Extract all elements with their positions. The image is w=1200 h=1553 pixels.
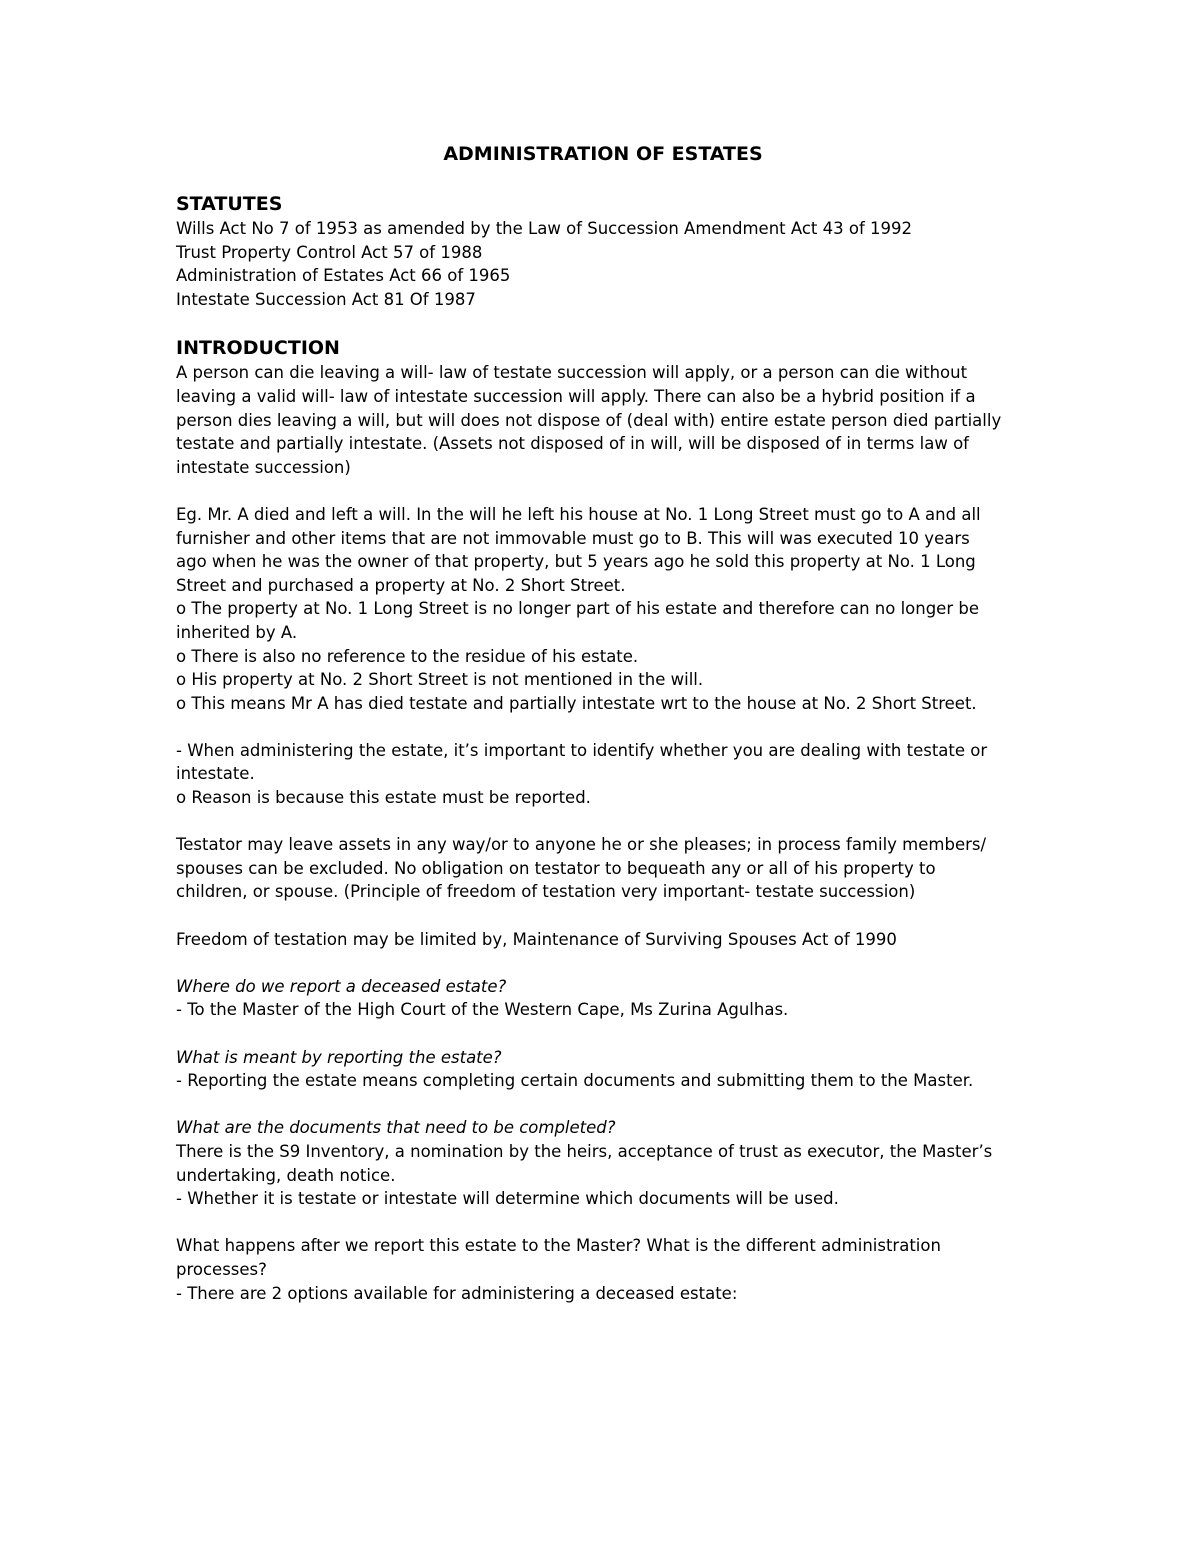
text-line: Eg. Mr. A died and left a will. In the will he left his house at No. 1 Long Street must go to A and all [176, 504, 981, 524]
text-line: Street and purchased a property at No. 2 Short Street. [176, 575, 626, 595]
text-line: furnisher and other items that are not immovable must go to B. This will was executed 10 years [176, 528, 970, 548]
introduction-heading: INTRODUCTION [176, 337, 340, 360]
question-line: Where do we report a deceased estate? [176, 976, 507, 996]
bullet-line: o Reason is because this estate must be reported. [176, 788, 591, 808]
text-line: ago when he was the owner of that property, but 5 years ago he sold this property at No. 1 Long [176, 552, 976, 572]
text-line: Testator may leave assets in any way/or to anyone he or she pleases; in process family members/ [176, 835, 987, 855]
answer-line: - Whether it is testate or intestate will determine which documents will be used. [176, 1189, 839, 1209]
statutes-list [176, 217, 1036, 311]
freedom-paragraph [176, 928, 1036, 952]
bullet-line: inherited by A. [176, 622, 298, 642]
answer-line: undertaking, death notice. [176, 1165, 396, 1185]
text-line: intestate succession) [176, 457, 351, 477]
bullet-line: o This means Mr A has died testate and partially intestate wrt to the house at No. 2 Short Street. [176, 693, 977, 713]
text-line: children, or spouse. (Principle of freedom of testation very important- testate succession) [176, 882, 916, 902]
text-line: spouses can be excluded. No obligation on testator to bequeath any or all of his property to [176, 858, 936, 878]
question-block [176, 1234, 1036, 1305]
document-body [176, 138, 1036, 1305]
statutes-heading: STATUTES [176, 193, 283, 215]
answer-line: There is the S9 Inventory, a nomination by the heirs, acceptance of trust as executor, the Master’s [176, 1141, 993, 1161]
statute-line: Administration of Estates Act 66 of 1965 [176, 266, 511, 286]
text-line: intestate. [176, 764, 255, 784]
text-line: person dies leaving a will, but will does not dispose of (deal with) entire estate person died partially [176, 410, 1002, 430]
question-line: What are the documents that need to be completed? [176, 1118, 616, 1138]
text-line: What happens after we report this estate to the Master? What is the different administration [176, 1236, 941, 1256]
text-line: Freedom of testation may be limited by, Maintenance of Surviving Spouses Act of 1990 [176, 929, 897, 949]
bullet-line: o His property at No. 2 Short Street is not mentioned in the will. [176, 670, 704, 690]
text-line: processes? [176, 1259, 267, 1279]
administering-paragraph [176, 739, 1036, 810]
text-line: - When administering the estate, it’s important to identify whether you are dealing with testate or [176, 740, 988, 760]
answer-line: - Reporting the estate means completing certain documents and submitting them to the Master. [176, 1071, 974, 1091]
testator-paragraph [176, 833, 1036, 904]
statute-line: Intestate Succession Act 81 Of 1987 [176, 289, 476, 309]
question-line: What is meant by reporting the estate? [176, 1047, 502, 1067]
introduction-paragraph [176, 361, 1036, 479]
text-line: testate and partially intestate. (Assets not disposed of in will, will be disposed of in terms law of [176, 434, 969, 454]
bullet-line: o There is also no reference to the residue of his estate. [176, 646, 639, 666]
statute-line: Trust Property Control Act 57 of 1988 [176, 242, 483, 262]
statute-line: Wills Act No 7 of 1953 as amended by the Law of Succession Amendment Act 43 of 1992 [176, 219, 913, 238]
answer-line: - To the Master of the High Court of the Western Cape, Ms Zurina Agulhas. [176, 1000, 789, 1020]
text-line: - There are 2 options available for administering a deceased estate: [176, 1283, 738, 1303]
question-block [176, 1046, 1036, 1093]
document-title: ADMINISTRATION OF ESTATES [443, 143, 763, 165]
text-line: A person can die leaving a will- law of testate succession will apply, or a person can die without [176, 363, 968, 383]
bullet-line: o The property at No. 1 Long Street is no longer part of his estate and therefore can no longer be [176, 599, 979, 619]
question-block [176, 1116, 1036, 1210]
example-paragraph [176, 503, 1036, 715]
text-line: leaving a valid will- law of intestate succession will apply. There can also be a hybrid position if a [176, 386, 976, 406]
question-block [176, 975, 1036, 1022]
